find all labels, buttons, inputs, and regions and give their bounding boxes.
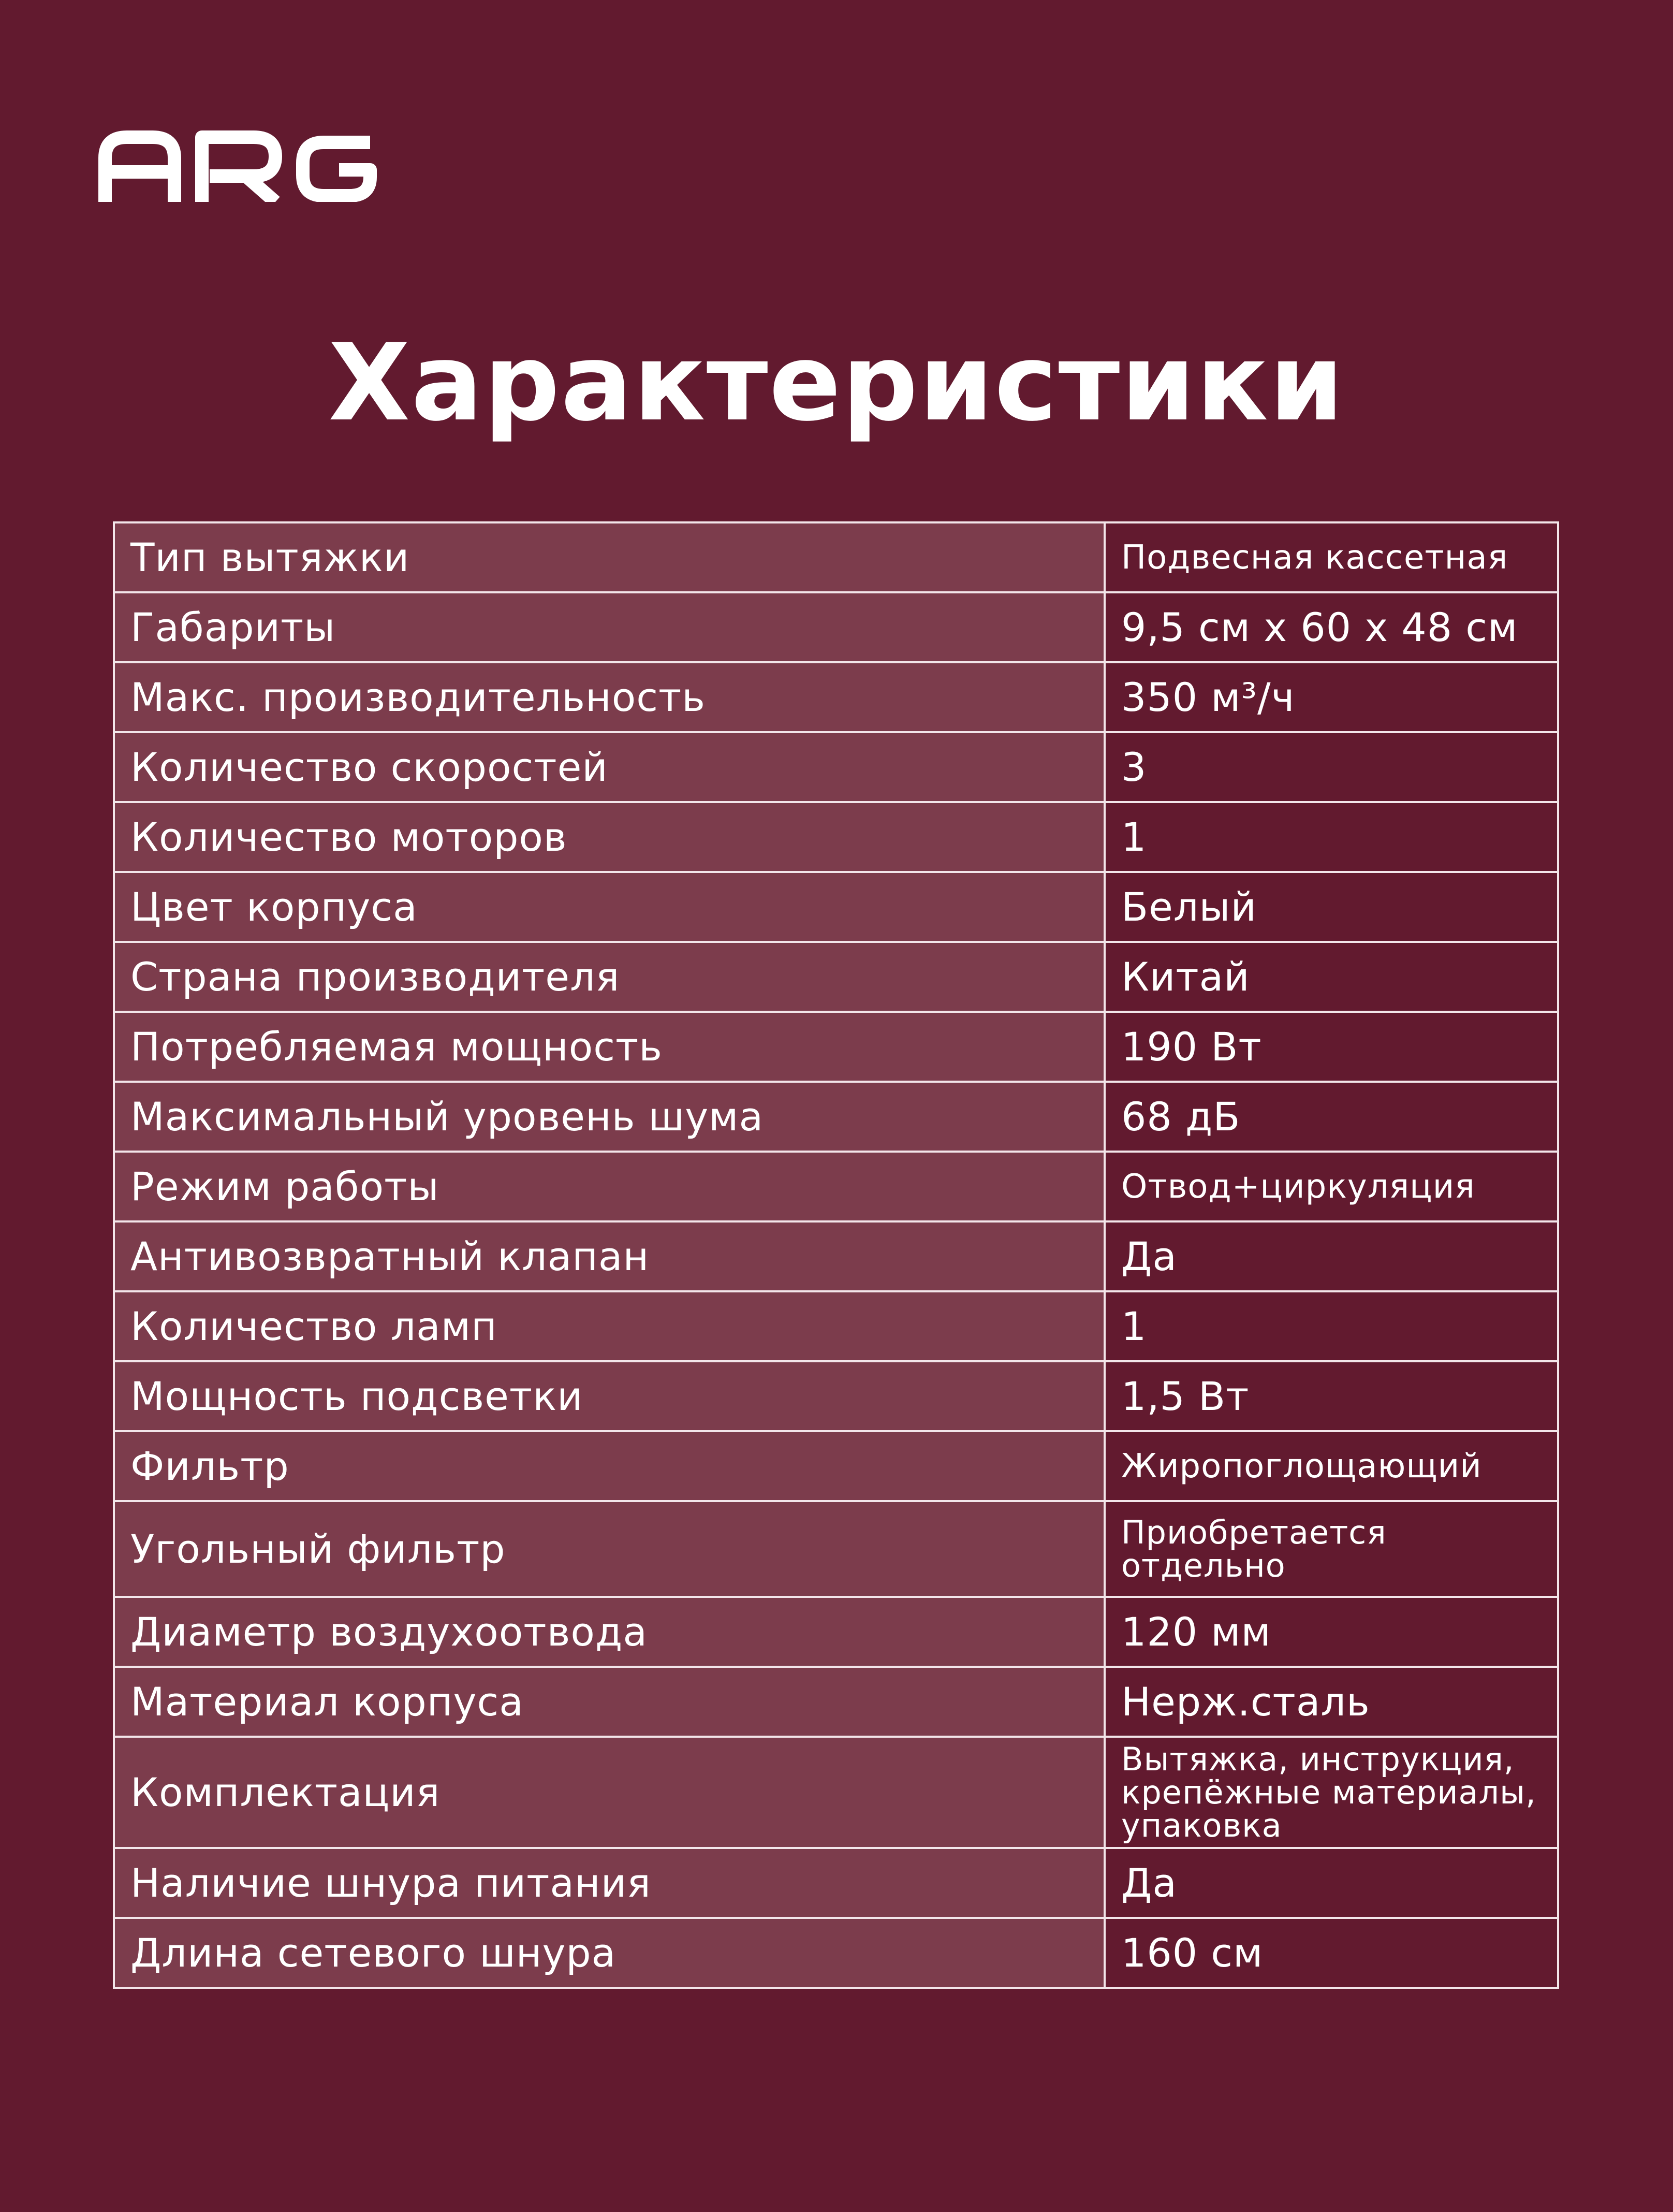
spec-label: Количество моторов	[114, 802, 1105, 872]
table-row	[114, 802, 1558, 872]
spec-label: Комплектация	[114, 1737, 1105, 1848]
spec-label: Количество ламп	[114, 1291, 1105, 1361]
spec-table	[113, 521, 1559, 1989]
table-row	[114, 1221, 1558, 1291]
spec-label: Диаметр воздухоотвода	[114, 1597, 1105, 1667]
spec-value: 120 мм	[1105, 1597, 1558, 1667]
spec-label: Количество скоростей	[114, 732, 1105, 802]
spec-label: Макс. производительность	[114, 662, 1105, 732]
arg-logo	[98, 129, 378, 202]
table-row	[114, 1737, 1558, 1848]
spec-value: 68 дБ	[1105, 1082, 1558, 1152]
table-row	[114, 872, 1558, 942]
table-row	[114, 1361, 1558, 1431]
spec-value: Жиропоглощающий	[1105, 1431, 1558, 1501]
spec-value: 1,5 Вт	[1105, 1361, 1558, 1431]
spec-label: Антивозвратный клапан	[114, 1221, 1105, 1291]
spec-label: Фильтр	[114, 1431, 1105, 1501]
table-row	[114, 1291, 1558, 1361]
spec-label: Наличие шнура питания	[114, 1848, 1105, 1918]
spec-value: Отвод+циркуляция	[1105, 1152, 1558, 1221]
spec-label: Материал корпуса	[114, 1667, 1105, 1737]
table-row	[114, 1082, 1558, 1152]
spec-label: Мощность подсветки	[114, 1361, 1105, 1431]
spec-value: Китай	[1105, 942, 1558, 1012]
spec-label: Габариты	[114, 592, 1105, 662]
table-row	[114, 1597, 1558, 1667]
spec-label: Потребляемая мощность	[114, 1012, 1105, 1082]
spec-value: Приобретается отдельно	[1105, 1501, 1558, 1597]
spec-value: Да	[1105, 1221, 1558, 1291]
spec-value: Белый	[1105, 872, 1558, 942]
spec-value: Подвесная кассетная	[1105, 522, 1558, 592]
table-row	[114, 592, 1558, 662]
spec-value: Вытяжка, инструкция, крепёжные материалы, упаковка	[1105, 1737, 1558, 1848]
table-row	[114, 1431, 1558, 1501]
spec-value: 160 см	[1105, 1918, 1558, 1988]
spec-label: Максимальный уровень шума	[114, 1082, 1105, 1152]
spec-label: Тип вытяжки	[114, 522, 1105, 592]
spec-label: Длина сетевого шнура	[114, 1918, 1105, 1988]
spec-label: Цвет корпуса	[114, 872, 1105, 942]
table-row	[114, 732, 1558, 802]
spec-value: 3	[1105, 732, 1558, 802]
page-title: Характеристики	[328, 322, 1345, 445]
spec-label: Угольный фильтр	[114, 1501, 1105, 1597]
spec-value: Нерж.сталь	[1105, 1667, 1558, 1737]
table-row	[114, 1918, 1558, 1988]
table-row	[114, 1152, 1558, 1221]
spec-label: Страна производителя	[114, 942, 1105, 1012]
table-row	[114, 942, 1558, 1012]
spec-value: 9,5 см х 60 х 48 см	[1105, 592, 1558, 662]
table-row	[114, 1667, 1558, 1737]
spec-value: 350 м³/ч	[1105, 662, 1558, 732]
spec-value: 190 Вт	[1105, 1012, 1558, 1082]
spec-value: 1	[1105, 802, 1558, 872]
table-row	[114, 1848, 1558, 1918]
spec-value: 1	[1105, 1291, 1558, 1361]
table-row	[114, 662, 1558, 732]
table-row	[114, 1501, 1558, 1597]
table-row	[114, 522, 1558, 592]
spec-value: Да	[1105, 1848, 1558, 1918]
table-row	[114, 1012, 1558, 1082]
spec-label: Режим работы	[114, 1152, 1105, 1221]
